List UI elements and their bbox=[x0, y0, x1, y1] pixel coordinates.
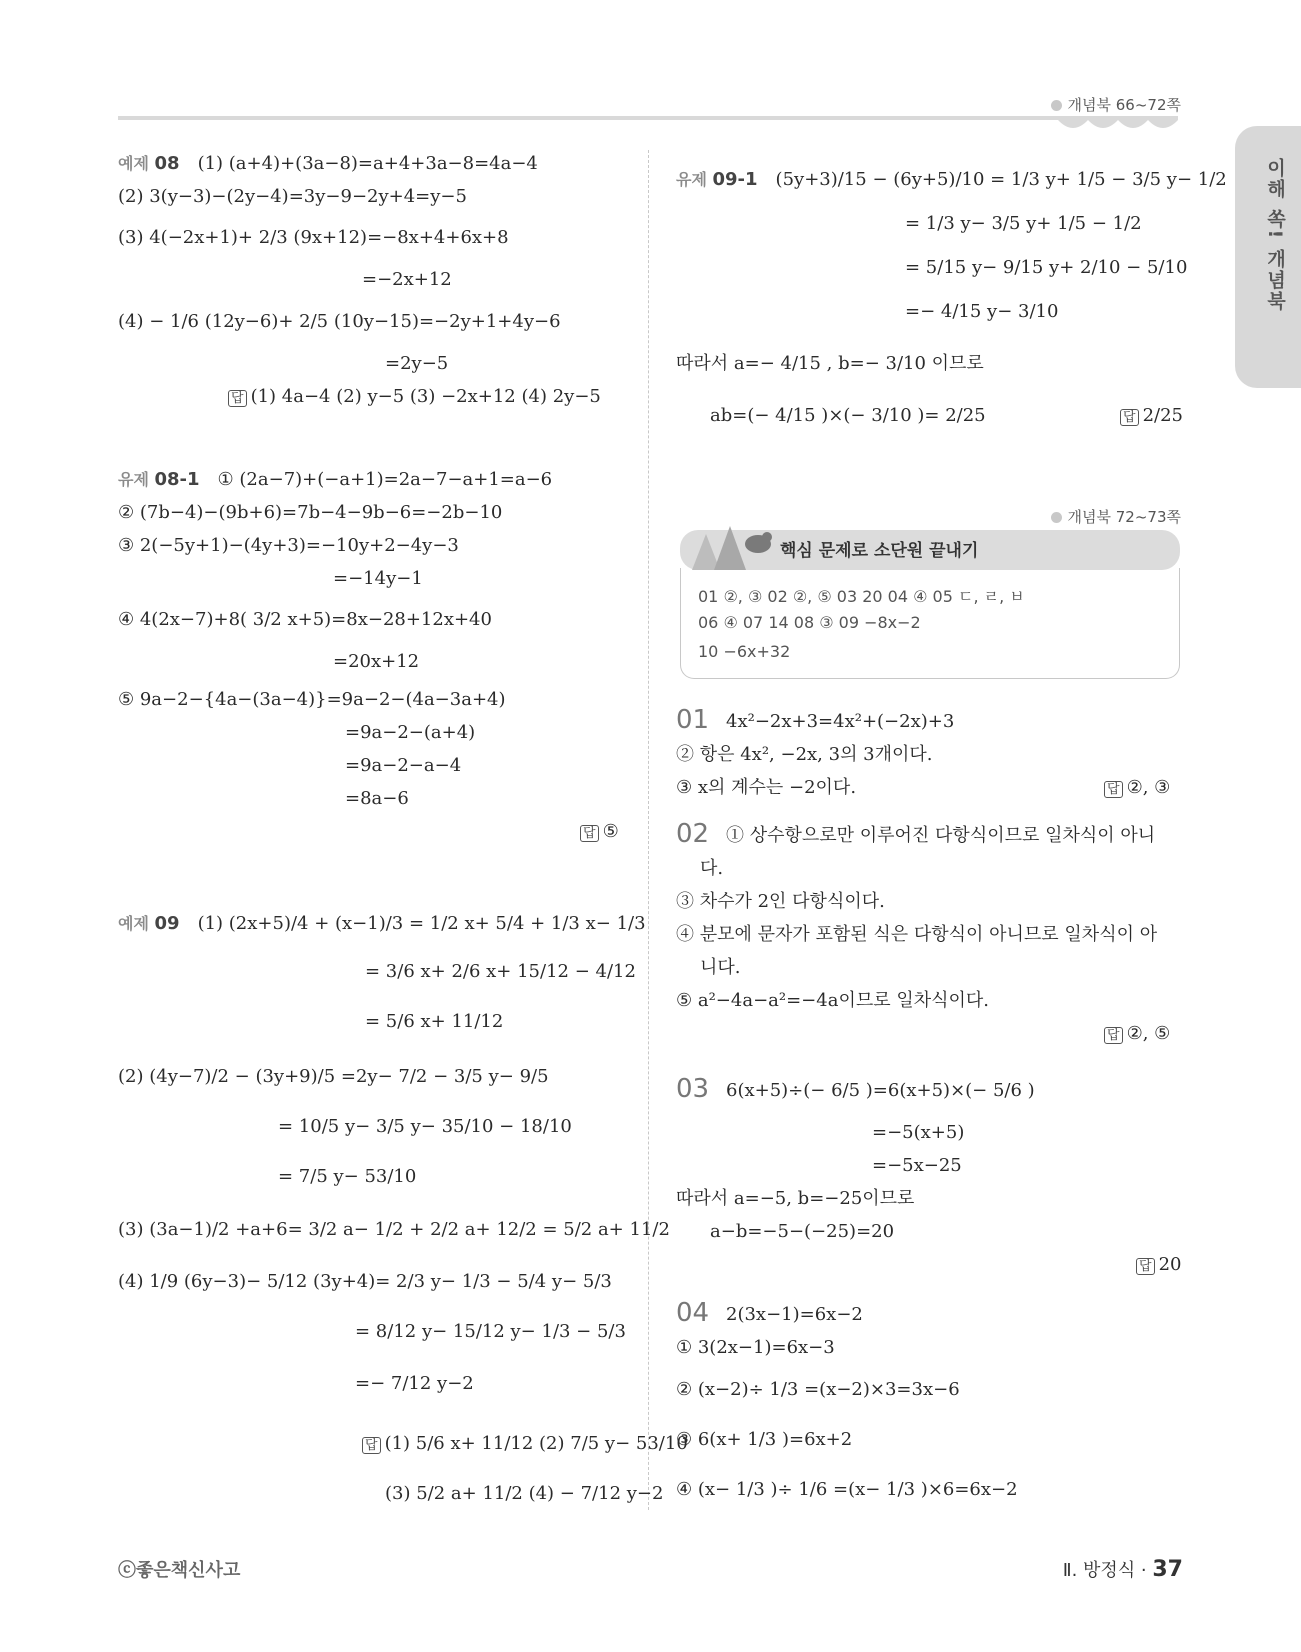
example-09-part2-cont2: = 7/5 y− 53/10 bbox=[278, 1166, 417, 1187]
problem-04-line1: 2(3x−1)=6x−2 bbox=[726, 1304, 863, 1325]
exercise-08-1-q4-cont: =20x+12 bbox=[333, 651, 420, 672]
page-footer: Ⅱ. 방정식 · 37 bbox=[1062, 1557, 1183, 1582]
problem-02-line3: ③ 차수가 2인 다항식이다. bbox=[676, 891, 885, 912]
example-09-part1: 예제 09 (1) (2x+5)/4 + (x−1)/3 = 1/2 x+ 5/4 + 1/3 x− 1/3 bbox=[118, 913, 646, 934]
problem-03-line1: 6(x+5)÷(− 6/5 )=6(x+5)×(− 5/6 ) bbox=[726, 1080, 1035, 1101]
problem-03-line3: =−5x−25 bbox=[872, 1155, 962, 1176]
problem-02-line1: ① 상수항으로만 이루어진 다항식이므로 일차식이 아니 bbox=[726, 825, 1156, 846]
example-09-part4-cont2: =− 7/12 y−2 bbox=[355, 1373, 474, 1394]
chapter-title: Ⅱ. 방정식 bbox=[1062, 1560, 1136, 1581]
example-09-part1-cont1: = 3/6 x+ 2/6 x+ 15/12 − 4/12 bbox=[365, 961, 636, 982]
page-number: 37 bbox=[1152, 1557, 1183, 1582]
scallop-decoration bbox=[1058, 120, 1178, 136]
concept-book-page-ref: 개념북 66~72쪽 bbox=[1051, 94, 1181, 115]
problem-02-line6: ⑤ a²−4a−a²=−4a이므로 일차식이다. bbox=[676, 990, 989, 1011]
exercise-08-1-answer: 답 ⑤ bbox=[580, 820, 619, 846]
answer-mark: 답 bbox=[228, 390, 247, 407]
exercise-08-1-q5-cont2: =9a−2−a−4 bbox=[345, 755, 462, 776]
exercise-08-1-q1: 유제 08-1 ① (2a−7)+(−a+1)=2a−7−a+1=a−6 bbox=[118, 469, 553, 490]
quick-answers-row1: 01 ②, ③ 02 ②, ⑤ 03 20 04 ④ 05 ㄷ, ㄹ, ㅂ bbox=[698, 587, 1025, 606]
problem-02-line4: ④ 분모에 문자가 포함된 식은 다항식이 아니므로 일차식이 아 bbox=[676, 924, 1158, 945]
answer-mark: 답 bbox=[1104, 1027, 1123, 1044]
example-09-part1-cont2: = 5/6 x+ 11/12 bbox=[365, 1011, 504, 1032]
bullet-icon bbox=[1051, 100, 1062, 111]
example-08-part3: (3) 4(−2x+1)+ 2/3 (9x+12)=−8x+4+6x+8 bbox=[118, 227, 509, 248]
top-rule bbox=[118, 116, 1178, 120]
exercise-09-1-line1: 유제 09-1 (5y+3)/15 − (6y+5)/10 = 1/3 y+ 1/5 − 3/5 y− 1/2 bbox=[676, 169, 1227, 190]
answer-mark: 답 bbox=[1120, 409, 1139, 426]
problem-03-number: 03 bbox=[676, 1074, 710, 1104]
example-09-part3: (3) (3a−1)/2 +a+6= 3/2 a− 1/2 + 2/2 a+ 12/2 = 5/2 a+ 11/2 bbox=[118, 1219, 670, 1240]
publisher-logo: ⓒ좋은책신사고 bbox=[118, 1560, 241, 1581]
exercise-08-1-q4: ④ 4(2x−7)+8( 3/2 x+5)=8x−28+12x+40 bbox=[118, 609, 492, 630]
exercise-09-1-line3: = 5/15 y− 9/15 y+ 2/10 − 5/10 bbox=[905, 257, 1188, 278]
tree-bird-illustration bbox=[684, 520, 776, 570]
problem-04-line2: ① 3(2x−1)=6x−3 bbox=[676, 1337, 835, 1358]
exercise-08-1-q3: ③ 2(−5y+1)−(4y+3)=−10y+2−4y−3 bbox=[118, 535, 459, 556]
exercise-09-1-answer: 답 2/25 bbox=[1120, 404, 1183, 430]
problem-02-answer: 답 ②, ⑤ bbox=[1104, 1022, 1170, 1048]
problem-04-line4: ③ 6(x+ 1/3 )=6x+2 bbox=[676, 1429, 853, 1450]
answer-mark: 답 bbox=[1104, 781, 1123, 798]
answer-mark: 답 bbox=[362, 1437, 381, 1454]
problem-03-line4: 따라서 a=−5, b=−25이므로 bbox=[676, 1188, 915, 1209]
bullet-icon bbox=[1051, 512, 1062, 523]
side-tab-label: 이해 쏙! 개념북 bbox=[1264, 158, 1286, 312]
problem-02-number: 02 bbox=[676, 819, 710, 849]
example-09-answer-1: 답 (1) 5/6 x+ 11/12 (2) 7/5 y− 53/10 bbox=[362, 1432, 688, 1458]
problem-01-line2: ② 항은 4x², −2x, 3의 3개이다. bbox=[676, 744, 933, 765]
example-09-part4: (4) 1/9 (6y−3)− 5/12 (3y+4)= 2/3 y− 1/3 − 5/4 y− 5/3 bbox=[118, 1271, 612, 1292]
example-08-part4: (4) − 1/6 (12y−6)+ 2/5 (10y−15)=−2y+1+4y−6 bbox=[118, 311, 561, 332]
concept-book-page-ref-2: 개념북 72~73쪽 bbox=[1051, 506, 1181, 527]
exercise-09-1-line2: = 1/3 y− 3/5 y+ 1/5 − 1/2 bbox=[905, 213, 1142, 234]
problem-01-line3: ③ x의 계수는 −2이다. bbox=[676, 777, 857, 798]
problem-03-answer: 답 20 bbox=[1136, 1253, 1181, 1279]
quick-answers-row3: 10 −6x+32 bbox=[698, 642, 791, 661]
problem-03-line2: =−5(x+5) bbox=[872, 1122, 965, 1143]
quick-answers-row2: 06 ④ 07 14 08 ③ 09 −8x−2 bbox=[698, 613, 921, 632]
example-08-part2: (2) 3(y−3)−(2y−4)=3y−9−2y+4=y−5 bbox=[118, 186, 467, 207]
exercise-09-1-line4: =− 4/15 y− 3/10 bbox=[905, 301, 1059, 322]
example-08-part4-cont: =2y−5 bbox=[385, 353, 449, 374]
example-09-part2-cont1: = 10/5 y− 3/5 y− 35/10 − 18/10 bbox=[278, 1116, 572, 1137]
problem-02-line2: 다. bbox=[700, 858, 724, 879]
example-08-answer: 답 (1) 4a−4 (2) y−5 (3) −2x+12 (4) 2y−5 bbox=[228, 385, 601, 411]
problem-04-line5: ④ (x− 1/3 )÷ 1/6 =(x− 1/3 )×6=6x−2 bbox=[676, 1479, 1018, 1500]
example-08-part1: 예제 08 (1) (a+4)+(3a−8)=a+4+3a−8=4a−4 bbox=[118, 153, 538, 174]
exercise-09-1-line5: 따라서 a=− 4/15 , b=− 3/10 이므로 bbox=[676, 353, 984, 374]
problem-01-number: 01 bbox=[676, 705, 710, 735]
exercise-09-1-line6: ab=(− 4/15 )×(− 3/10 )= 2/25 bbox=[710, 405, 986, 426]
example-08-part3-cont: =−2x+12 bbox=[362, 269, 452, 290]
exercise-08-1-q5-cont3: =8a−6 bbox=[345, 788, 409, 809]
problem-04-line3: ② (x−2)÷ 1/3 =(x−2)×3=3x−6 bbox=[676, 1379, 960, 1400]
problem-03-line5: a−b=−5−(−25)=20 bbox=[710, 1221, 895, 1242]
example-09-answer-2: (3) 5/2 a+ 11/2 (4) − 7/12 y−2 bbox=[385, 1483, 664, 1504]
example-09-part2: (2) (4y−7)/2 − (3y+9)/5 =2y− 7/2 − 3/5 y− 9/5 bbox=[118, 1066, 549, 1087]
example-09-part4-cont1: = 8/12 y− 15/12 y− 1/3 − 5/3 bbox=[355, 1321, 626, 1342]
unit-review-title: 핵심 문제로 소단원 끝내기 bbox=[780, 541, 979, 561]
answer-mark: 답 bbox=[580, 825, 599, 842]
problem-01-answer: 답 ②, ③ bbox=[1104, 776, 1170, 802]
exercise-08-1-q5-cont1: =9a−2−(a+4) bbox=[345, 722, 476, 743]
exercise-08-1-q2: ② (7b−4)−(9b+6)=7b−4−9b−6=−2b−10 bbox=[118, 502, 503, 523]
column-divider bbox=[648, 150, 649, 1510]
exercise-08-1-q3-cont: =−14y−1 bbox=[333, 568, 423, 589]
problem-04-number: 04 bbox=[676, 1298, 710, 1328]
problem-02-line5: 니다. bbox=[700, 957, 741, 978]
answer-mark: 답 bbox=[1136, 1258, 1155, 1275]
exercise-08-1-q5: ⑤ 9a−2−{4a−(3a−4)}=9a−2−(4a−3a+4) bbox=[118, 689, 506, 710]
problem-01-line1: 4x²−2x+3=4x²+(−2x)+3 bbox=[726, 711, 955, 732]
